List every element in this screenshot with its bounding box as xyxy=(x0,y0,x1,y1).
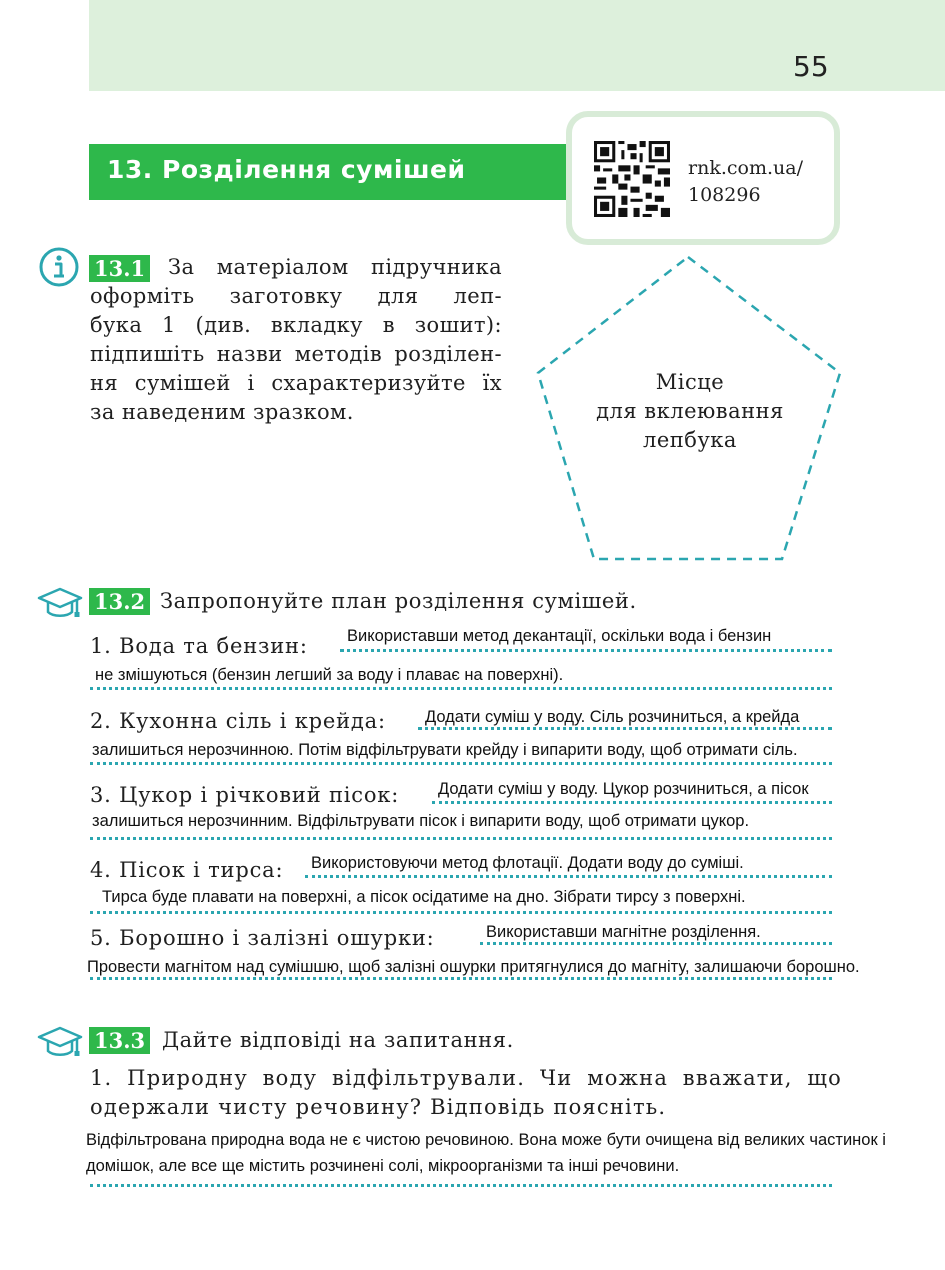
answer-dotted-line xyxy=(90,687,832,690)
answer-dotted-line xyxy=(90,837,832,840)
answer-line[interactable]: Додати суміш у воду. Сіль розчиниться, а крейда xyxy=(425,708,800,726)
section-title-bar xyxy=(89,144,569,200)
task-13-1-text xyxy=(90,253,502,427)
task-badge-13-3: 13.3 xyxy=(89,1027,150,1054)
section-title: 13. Розділення сумішей xyxy=(107,155,466,184)
task-13-1-line: підпишіть назви методів розділен- xyxy=(90,342,502,366)
answer-dotted-line xyxy=(432,801,832,804)
lapbook-label-line: для вклеювання xyxy=(596,399,784,423)
graduation-cap-icon xyxy=(37,1025,83,1061)
answer-line[interactable]: Використавши магнітне розділення. xyxy=(486,923,761,941)
qr-url-line-1: rnk.com.ua/ xyxy=(688,157,803,179)
page-number: 55 xyxy=(793,50,829,83)
answer-dotted-line xyxy=(90,911,832,914)
answer-dotted-line xyxy=(90,762,832,765)
qr-url[interactable] xyxy=(688,155,803,209)
task-13-2-title: Запропонуйте план розділення сумішей. xyxy=(160,589,637,613)
answer-line[interactable]: Тирса буде плавати на поверхні, а пісок осідатиме на дно. Зібрати тирсу з поверхні. xyxy=(102,888,746,906)
answer-line[interactable]: Провести магнітом над сумішшю, щоб залізні ошурки притягнулися до магніту, залишаючи борошно. xyxy=(87,958,860,976)
lapbook-placeholder-label xyxy=(560,368,820,455)
answer-line[interactable]: не змішуються (бензин легший за воду і плаває на поверхні). xyxy=(95,666,564,684)
mixture-label: 1. Вода та бензин: xyxy=(90,634,308,658)
answer-dotted-line xyxy=(480,942,832,945)
answer-dotted-line xyxy=(340,649,832,652)
task-badge-13-2: 13.2 xyxy=(89,588,150,615)
task-13-1-line: бука 1 (див. вкладку в зошит): xyxy=(90,313,502,337)
task-13-3-title: Дайте відповіді на запитання. xyxy=(162,1028,514,1052)
task-badge-13-1: 13.1 xyxy=(89,255,150,282)
qr-link-box[interactable] xyxy=(566,111,840,245)
mixture-label: 3. Цукор і річковий пісок: xyxy=(90,783,400,807)
qr-url-line-2: 108296 xyxy=(688,184,761,206)
task-13-3-question: 1. Природну воду відфільтрували. Чи можна вважати, що одержали чисту речовину? Відповідь поясніть. xyxy=(90,1066,842,1119)
mixture-label: 5. Борошно і залізні ошурки: xyxy=(90,926,435,950)
answer-line[interactable]: залишиться нерозчинною. Потім відфільтрувати крейду і випарити воду, щоб отримати сіль. xyxy=(92,741,798,759)
answer-line[interactable]: Використовуючи метод флотації. Додати воду до суміші. xyxy=(311,854,744,872)
mixture-label: 2. Кухонна сіль і крейда: xyxy=(90,709,386,733)
answer-line[interactable]: залишиться нерозчинним. Відфільтрувати пісок і випарити воду, щоб отримати цукор. xyxy=(92,812,750,830)
task-13-1-line: ня сумішей і схарактеризуйте їх xyxy=(90,371,502,395)
task-13-3-answer[interactable]: Відфільтрована природна вода не є чистою речовиною. Вона може бути очищена від великих частинок і домішок, але все ще містить розчинені солі, мікроорганізми та інші речовини. xyxy=(86,1131,886,1175)
answer-line[interactable]: Використавши метод декантації, оскільки вода і бензин xyxy=(347,627,772,645)
lapbook-label-line: Місце xyxy=(655,370,725,394)
answer-dotted-line xyxy=(90,977,832,980)
task-13-1-line: За матеріалом підручника xyxy=(168,255,502,279)
task-13-1-line: оформіть заготовку для леп- xyxy=(90,284,502,308)
info-icon xyxy=(38,246,80,288)
lapbook-label-line: лепбука xyxy=(643,428,737,452)
task-13-1-line: за наведеним зразком. xyxy=(90,400,354,424)
answer-dotted-line xyxy=(418,727,832,730)
answer-dotted-line xyxy=(305,875,832,878)
answer-line[interactable]: Додати суміш у воду. Цукор розчиниться, а пісок xyxy=(438,780,809,798)
graduation-cap-icon xyxy=(37,586,83,622)
qr-code-icon xyxy=(594,141,670,217)
mixture-label: 4. Пісок і тирса: xyxy=(90,858,284,882)
answer-dotted-line xyxy=(90,1184,832,1187)
